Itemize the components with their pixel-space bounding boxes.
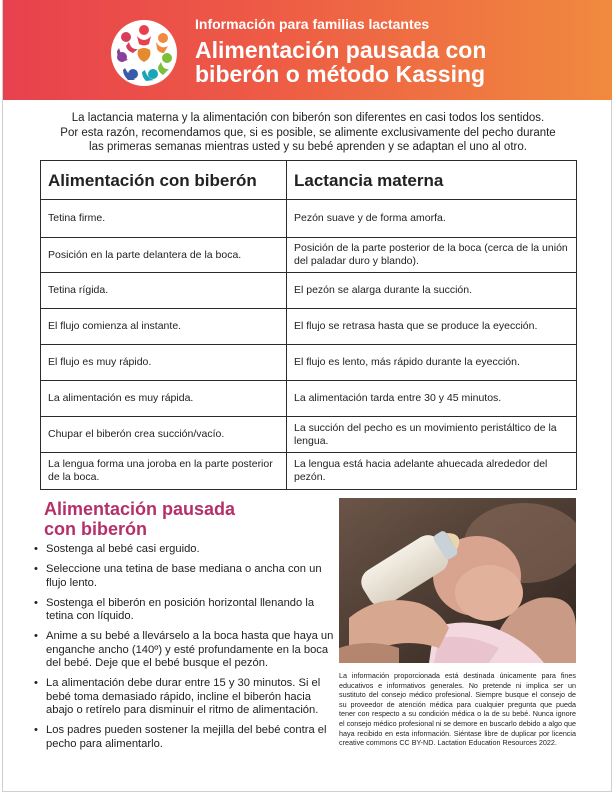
table-cell-bottle: El flujo es muy rápido. xyxy=(41,345,287,381)
table-row xyxy=(41,417,577,453)
table-cell-breast: El flujo es lento, más rápido durante la eyección. xyxy=(287,345,577,381)
column-header-bottle: Alimentación con biberón xyxy=(41,161,287,200)
table-cell-breast: Pezón suave y de forma amorfa. xyxy=(287,200,577,238)
page-title-line-2: biberón o método Kassing xyxy=(195,61,486,87)
table-row xyxy=(41,345,577,381)
list-item: • La alimentación debe durar entre 15 y 30 minutos. Si el bebé toma demasiado rápido, incline el biberón hacia abajo o retírelo para disminuir el ritmo de alimentación. xyxy=(34,677,334,718)
table-cell-bottle: Posición en la parte delantera de la boca. xyxy=(41,238,287,273)
header-banner xyxy=(3,0,612,100)
page-title-line-1: Alimentación pausada con xyxy=(195,37,487,63)
intro-paragraph xyxy=(50,111,566,155)
table-row xyxy=(41,200,577,238)
table-cell-bottle: Chupar el biberón crea succión/vacío. xyxy=(41,417,287,453)
intro-line-2: Por esta razón, recomendamos que, si es posible, se alimente exclusivamente del pecho durante xyxy=(60,126,556,139)
table-row xyxy=(41,381,577,417)
table-cell-bottle: El flujo comienza al instante. xyxy=(41,309,287,345)
page-title xyxy=(195,38,486,86)
table-cell-breast: La succión del pecho es un movimiento peristáltico de la lengua. xyxy=(287,417,577,453)
family-circle-logo-icon xyxy=(111,20,177,86)
column-header-breastfeeding: Lactancia materna xyxy=(287,161,577,200)
comparison-table xyxy=(40,160,577,490)
table-cell-breast: El pezón se alarga durante la succión. xyxy=(287,273,577,309)
paced-feeding-title-line-2: con biberón xyxy=(44,519,147,539)
paced-feeding-title-line-1: Alimentación pausada xyxy=(44,499,236,519)
table-row xyxy=(41,309,577,345)
baby-bottle-feeding-photo xyxy=(339,498,576,663)
baby-bottle-photo-image xyxy=(339,498,576,663)
table-cell-breast: La lengua está hacia adelante ahuecada alrededor del pezón. xyxy=(287,453,577,490)
table-header-row xyxy=(41,161,577,200)
header-subtitle: Información para familias lactantes xyxy=(195,16,430,32)
list-item: • Anime a su bebé a llevárselo a la boca hasta que haya un enganche ancho (140º) y esté profundamente en la boca del bebé. Deje que el bebé busque el pezón. xyxy=(34,630,334,671)
table-cell-breast: El flujo se retrasa hasta que se produce la eyección. xyxy=(287,309,577,345)
paced-feeding-list xyxy=(34,543,334,758)
logo xyxy=(111,20,177,86)
intro-line-1: La lactancia materna y la alimentación con biberón son diferentes en casi todos los sentidos. xyxy=(71,112,545,124)
table-cell-bottle: La lengua forma una joroba en la parte posterior de la boca. xyxy=(41,453,287,490)
medical-disclaimer: La información proporcionada está destinada únicamente para fines educativos e informativos generales. No pretende ni implica ser un sustituto del consejo médico profesional. Siempre busque el consejo de su proveedor de atención médica para cualquier pregunta que pueda tener con respecto a su condición médica o la de su bebé. Nunca ignore el consejo médico profesional ni se demore en buscarlo debido a algo que haya recibido en esta información. Siéntase libre de duplicar por licencia creative commons CC BY-ND. Lactation Education Resources 2022. xyxy=(339,671,576,748)
table-cell-bottle: Tetina firme. xyxy=(41,200,287,238)
table-cell-breast: Posición de la parte posterior de la boca (cerca de la unión del paladar duro y blando). xyxy=(287,238,577,273)
table-row xyxy=(41,453,577,490)
list-item: • Sostenga el biberón en posición horizontal llenando la tetina con líquido. xyxy=(34,597,334,624)
list-item: • Sostenga al bebé casi erguido. xyxy=(34,543,334,557)
table-row xyxy=(41,238,577,273)
list-item: • Los padres pueden sostener la mejilla del bebé contra el pecho para alimentarlo. xyxy=(34,724,334,751)
intro-line-3: las primeras semanas mientras usted y su bebé aprenden y se adaptan el uno al otro. xyxy=(89,141,527,153)
table-cell-bottle: La alimentación es muy rápida. xyxy=(41,381,287,417)
list-item: • Seleccione una tetina de base mediana o ancha con un flujo lento. xyxy=(34,563,334,590)
table-cell-breast: La alimentación tarda entre 30 y 45 minutos. xyxy=(287,381,577,417)
table-cell-bottle: Tetina rígida. xyxy=(41,273,287,309)
table-row xyxy=(41,273,577,309)
paced-feeding-title xyxy=(44,499,235,539)
